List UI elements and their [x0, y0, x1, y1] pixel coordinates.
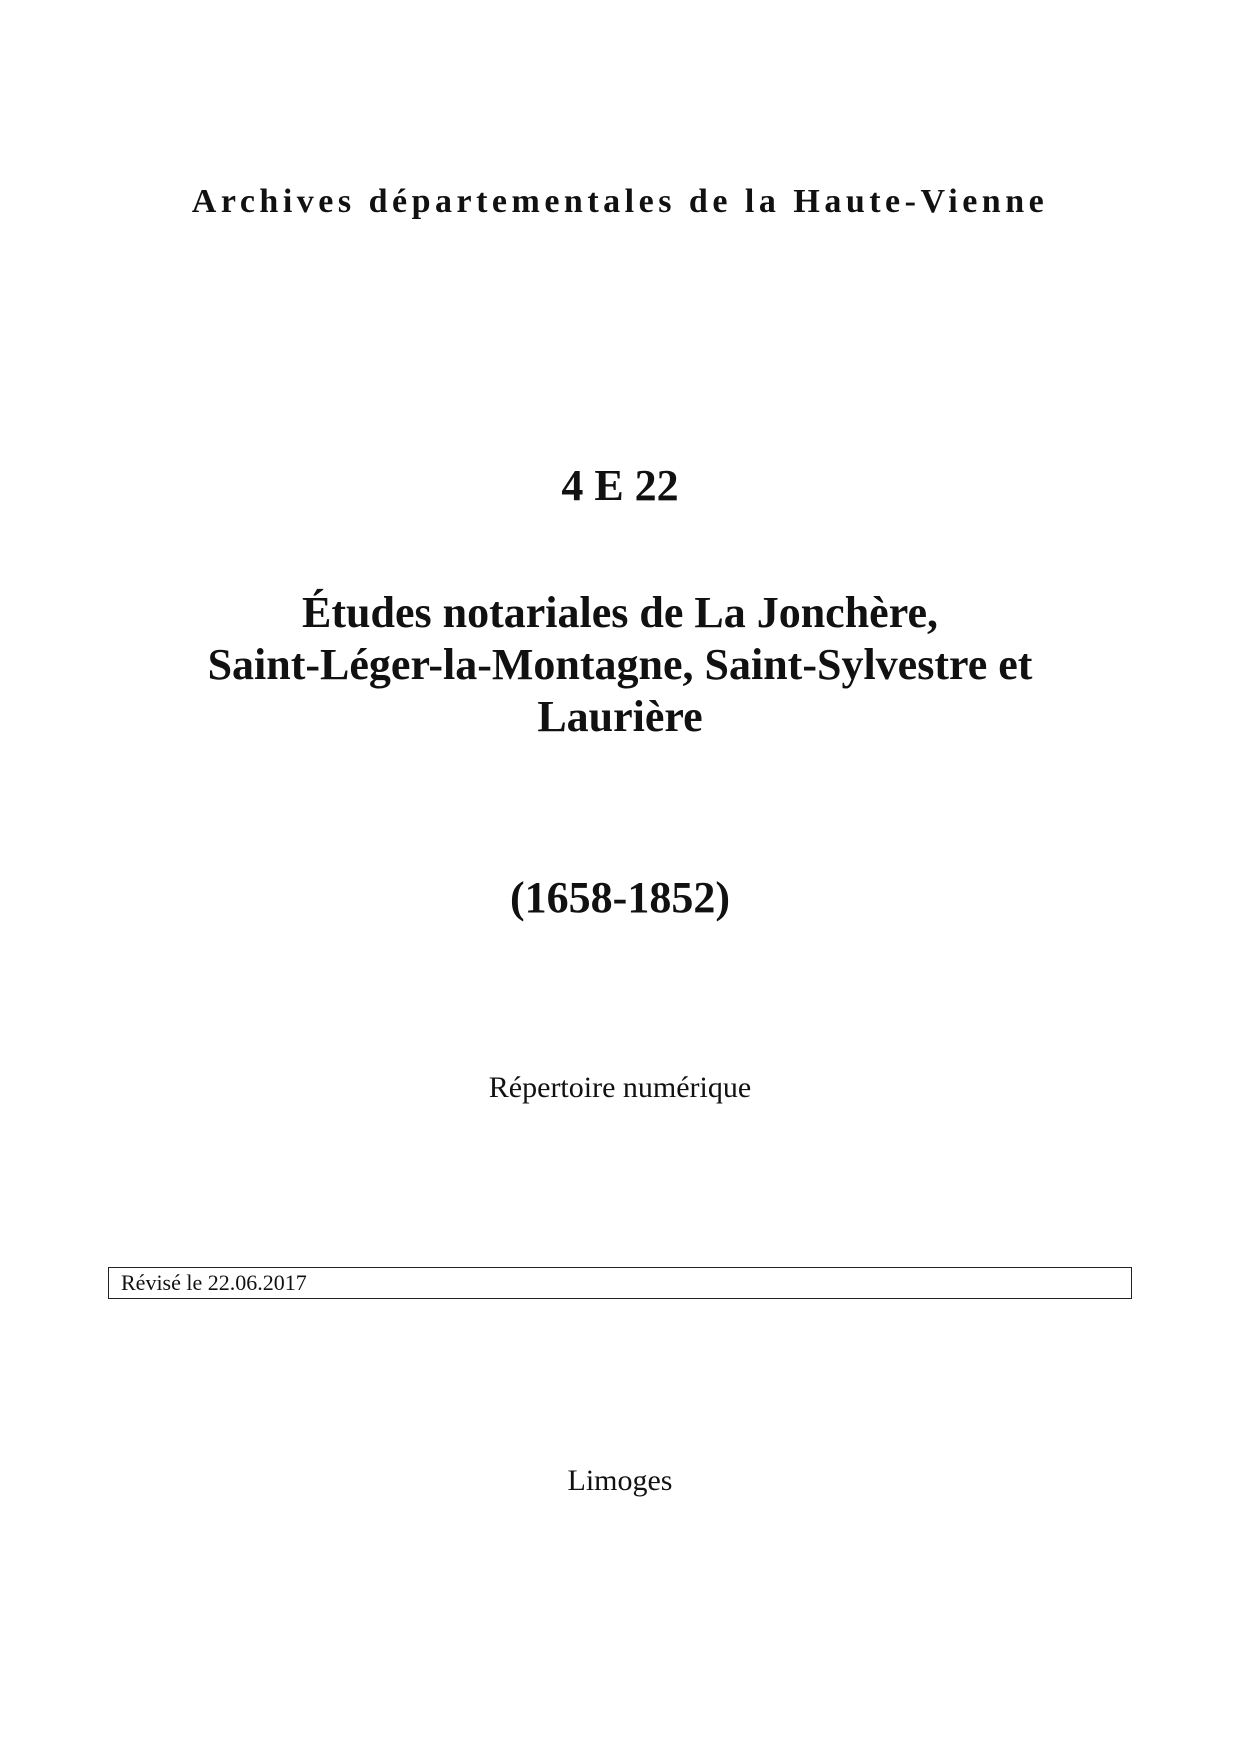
archive-cote: 4 E 22	[561, 461, 679, 510]
institution-name: Archives départementales de la Haute-Vienne	[191, 183, 1049, 220]
document-title	[100, 587, 1140, 743]
document-type: Répertoire numérique	[488, 1071, 752, 1104]
title-line: Saint-Léger-la-Montagne, Saint-Sylvestre et	[207, 640, 1033, 689]
title-line: Études notariales de La Jonchère,	[302, 588, 938, 637]
date-range: (1658-1852)	[510, 873, 730, 922]
title-line: Laurière	[537, 692, 703, 741]
revision-date: Révisé le 22.06.2017	[121, 1270, 307, 1295]
revision-box	[108, 1267, 1132, 1299]
publication-place: Limoges	[567, 1464, 673, 1497]
